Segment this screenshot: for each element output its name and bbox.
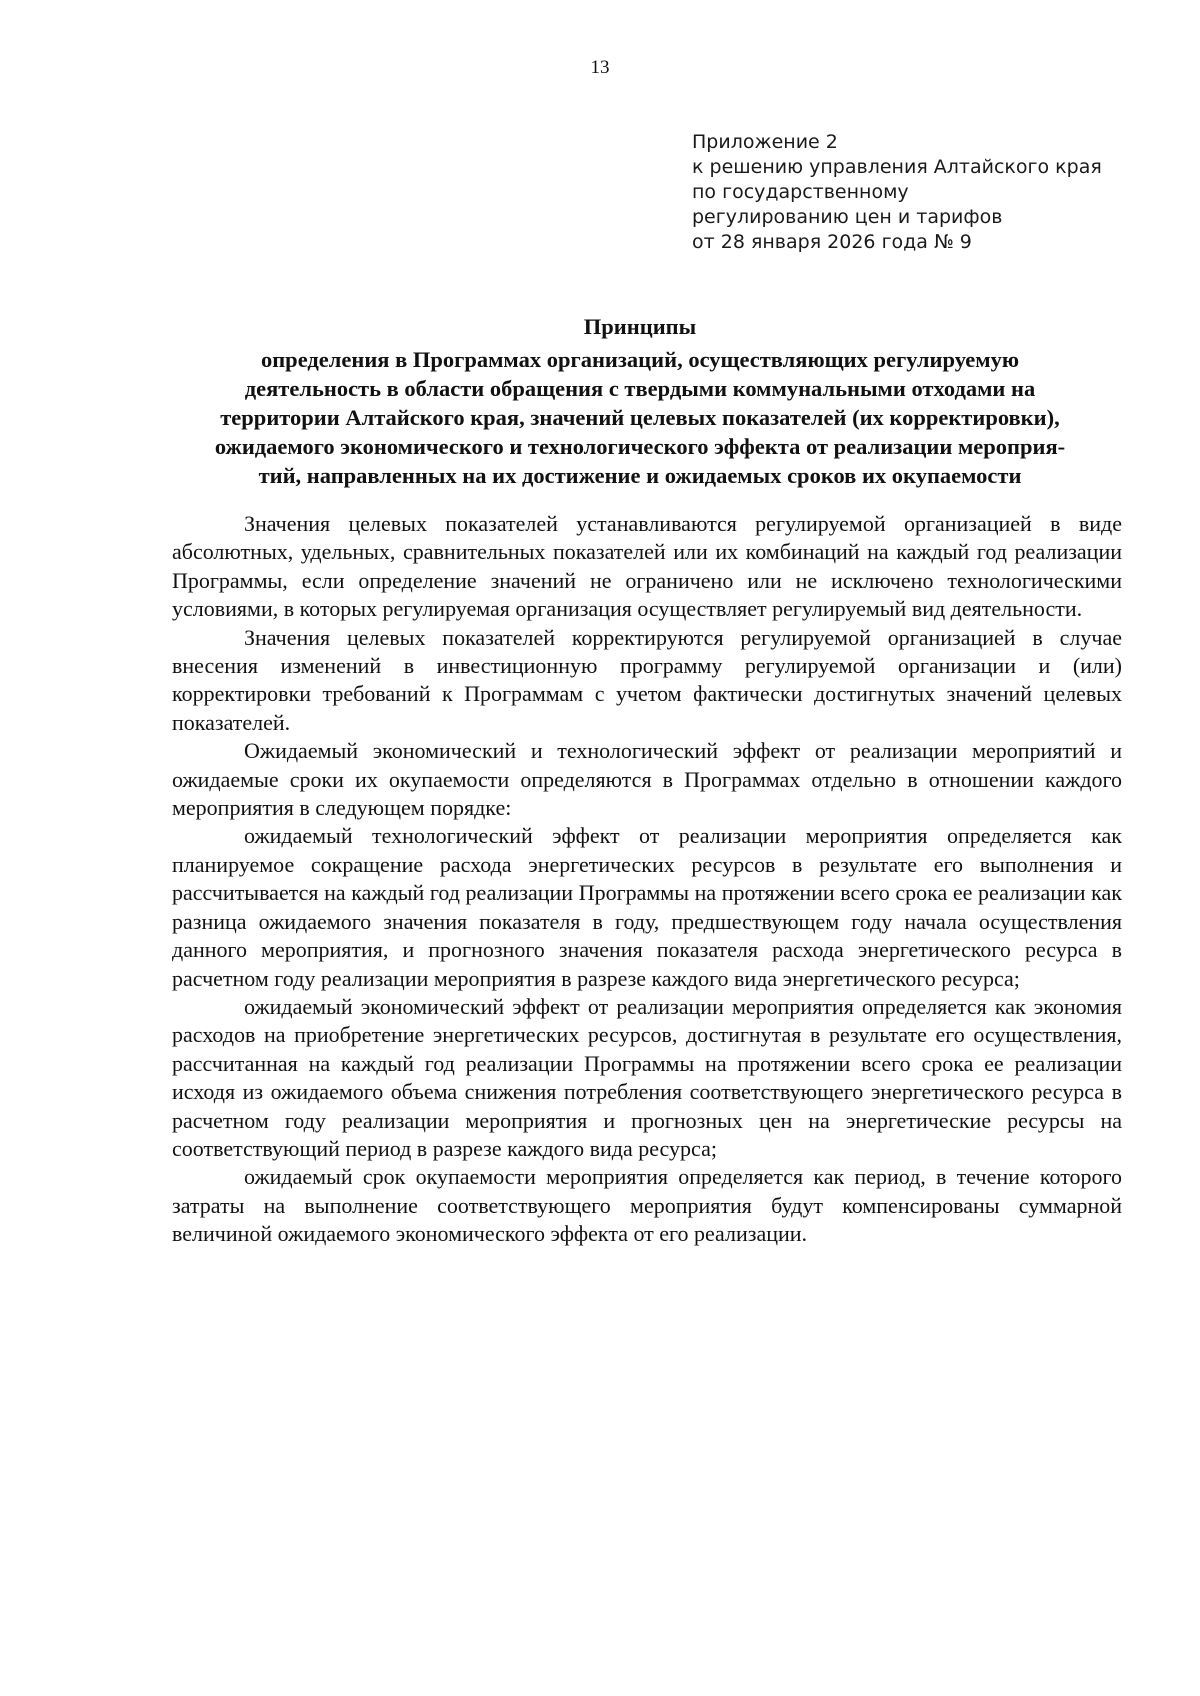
appendix-header	[692, 130, 1132, 255]
body-paragraph: Значения целевых показателей устанавливаются регулируемой организацией в виде абсолютных, удельных, сравнительных показателей или их комбинаций на каждый год реализации Программы, если определение значений не ограничено или не исключено технологическими условиями, в которых регулируемая организация осуществляет регулируемый вид деятельности.	[172, 511, 1122, 622]
page-number: 13	[590, 57, 610, 78]
title-line: деятельность в области обращения с твердыми коммунальными отходами на	[244, 376, 1036, 401]
title-line: тий, направленных на их достижение и ожидаемых сроков их окупаемости	[258, 463, 1022, 488]
document-body	[172, 510, 1122, 1249]
appendix-line: к решению управления Алтайского края	[692, 156, 1102, 178]
appendix-line: регулированию цен и тарифов	[692, 206, 1003, 228]
title-line: территории Алтайского края, значений целевых показателей (их корректировки),	[220, 405, 1060, 430]
body-paragraph: Значения целевых показателей корректируются регулируемой организацией в случае внесения изменений в инвестиционную программу регулируемой организации и (или) корректировки требований к Программам с учетом фактически достигнутых значений целевых показателей.	[172, 624, 1122, 735]
appendix-line: по государственному	[692, 181, 909, 203]
body-paragraph: ожидаемый экономический эффект от реализации мероприятия определяется как экономия расходов на приобретение энергетических ресурсов, достигнутая в результате его осуществления, рассчитанная на каждый год реализации Программы на протяжении всего срока ее реализации исходя из ожидаемого объема снижения потребления соответствующего энергетического ресурса в расчетном году реализации мероприятия и прогнозных цен на энергетические ресурсы на соответствующий период в разрезе каждого вида ресурса;	[172, 993, 1122, 1161]
title-line: определения в Программах организаций, осуществляющих регулируемую	[260, 347, 1020, 372]
appendix-line: Приложение 2	[692, 131, 838, 153]
appendix-line: от 28 января 2026 года № 9	[692, 231, 972, 253]
body-paragraph: ожидаемый срок окупаемости мероприятия определяется как период, в течение которого затраты на выполнение соответствующего мероприятия будут компенсированы суммарной величиной ожидаемого экономического эффекта от его реализации.	[172, 1164, 1122, 1247]
body-paragraph: Ожидаемый экономический и технологический эффект от реализации мероприятий и ожидаемые сроки их окупаемости определяются в Программах отдельно в отношении каждого мероприятия в следующем порядке:	[172, 738, 1122, 821]
title-line: ожидаемого экономического и технологического эффекта от реализации мероприя-	[214, 434, 1066, 459]
document-title	[150, 312, 1130, 490]
title-heading: Принципы	[583, 314, 697, 339]
body-paragraph: ожидаемый технологический эффект от реализации мероприятия определяется как планируемое сокращение расхода энергетических ресурсов в результате его выполнения и рассчитывается на каждый год реализации Программы на протяжении всего срока ее реализации как разница ожидаемого значения показателя в году, предшествующем году начала осуществления данного мероприятия, и прогнозного значения показателя расхода энергетического ресурса в расчетном году реализации мероприятия в разрезе каждого вида энергетического ресурса;	[172, 823, 1122, 991]
